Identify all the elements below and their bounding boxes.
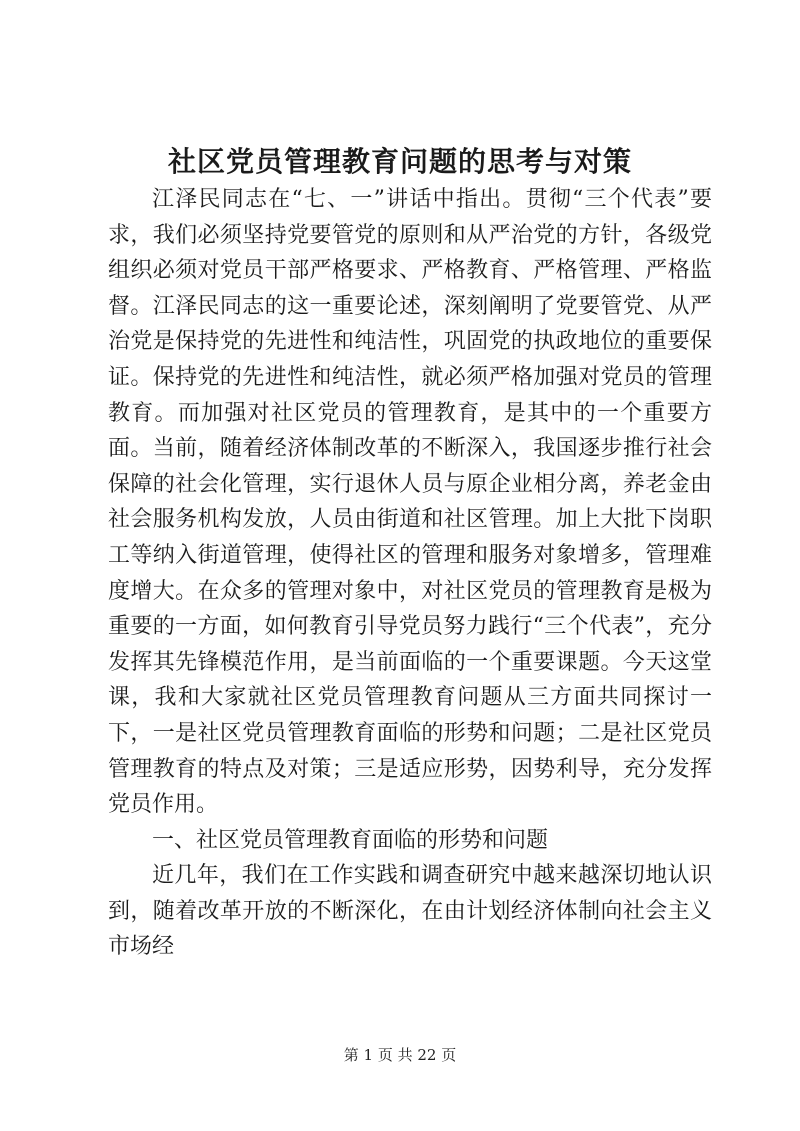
- document-title: 社区党员管理教育问题的思考与对策: [167, 145, 632, 178]
- document-body: [108, 182, 712, 965]
- page-footer: [0, 1044, 800, 1065]
- paragraph-intro: 江泽民同志在“七、一”讲话中指出。贯彻“三个代表”要求，我们必须坚持党要管党的原则和从严治党的方针，各级党组织必须对党员干部严格要求、严格教育、严格管理、严格监督。江泽民同志的这一重要论述，深刻阐明了党要管党、从严治党是保持党的先进性和纯洁性，巩固党的执政地位的重要保证。保持党的先进性和纯洁性，就必须严格加强对党员的管理教育。而加强对社区党员的管理教育，是其中的一个重要方面。当前，随着经济体制改革的不断深入，我国逐步推行社会保障的社会化管理，实行退休人员与原企业相分离，养老金由社会服务机构发放，人员由街道和社区管理。加上大批下岗职工等纳入街道管理，使得社区的管理和服务对象增多，管理难度增大。在众多的管理对象中，对社区党员的管理教育是极为重要的一方面，如何教育引导党员努力践行“三个代表”，充分发挥其先锋模范作用，是当前面临的一个重要课题。今天这堂课，我和大家就社区党员管理教育问题从三方面共同探讨一下，一是社区党员管理教育面临的形势和问题；二是社区党员管理教育的特点及对策；三是适应形势，因势利导，充分发挥党员作用。: [108, 187, 712, 818]
- page-number: 第 1 页: [343, 1046, 393, 1064]
- paragraph-section-one: 近几年，我们在工作实践和调查研究中越来越深切地认识到，随着改革开放的不断深化，在由计划经济体制向社会主义市场经: [108, 863, 712, 960]
- total-pages: 共 22 页: [397, 1046, 457, 1064]
- section-heading: 一、社区党员管理教育面临的形势和问题: [152, 827, 549, 853]
